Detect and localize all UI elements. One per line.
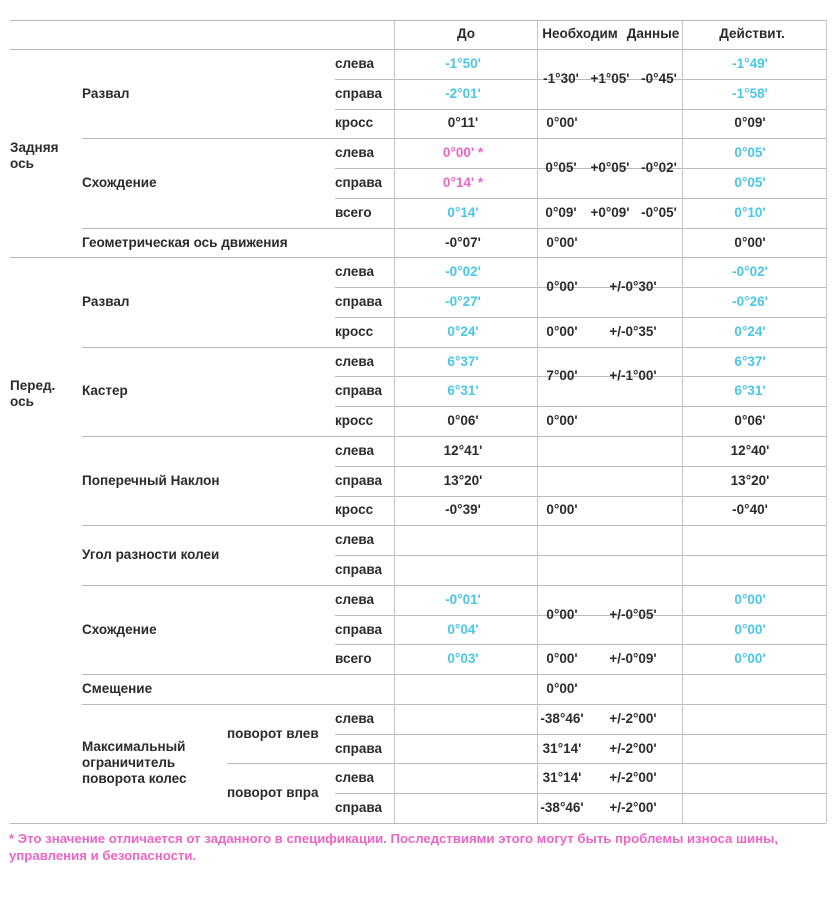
- rule-row: [335, 496, 826, 497]
- spec-nominal: 31°14': [542, 770, 582, 786]
- rule-row: [82, 138, 826, 139]
- row-sub-label: слева: [335, 55, 375, 71]
- row-sub-label: справа: [335, 294, 383, 310]
- spec-tolerance: +1°05': [590, 70, 630, 86]
- spec-tolerance: +/-0°30': [609, 279, 657, 295]
- spec-tolerance: +/-0°35': [609, 323, 657, 339]
- value-actual: -1°49': [732, 55, 768, 71]
- row-sub-label: справа: [335, 383, 383, 399]
- row-sub-label: справа: [335, 174, 383, 190]
- header-required: Необходим: [542, 26, 618, 41]
- group-label: Развал: [82, 85, 130, 101]
- header-actual: Действит.: [719, 26, 785, 41]
- value-actual: 13°20': [730, 472, 770, 488]
- spec-nominal: 31°14': [542, 740, 582, 756]
- footnote: * Это значение отличается от заданного в спецификации. Последствиями этого могут быть проблемы износа шины, управления и безопасности.: [9, 831, 778, 863]
- rule-row: [10, 823, 826, 824]
- rule-row: [227, 763, 826, 764]
- rule-row: [335, 168, 826, 169]
- spec-nominal: 0°00': [546, 651, 578, 667]
- spec-nominal: 7°00': [546, 368, 578, 384]
- spec-nominal: -1°30': [543, 70, 579, 86]
- value-actual: 0°00': [734, 591, 766, 607]
- row-sub-label: справа: [335, 472, 383, 488]
- spec-tolerance: +0°09': [590, 204, 630, 220]
- value-before: 0°03': [447, 651, 479, 667]
- spec-nominal: 0°00': [546, 502, 578, 518]
- value-before: 6°37': [447, 353, 479, 369]
- value-before: -0°01': [445, 591, 481, 607]
- row-sub-label: кросс: [335, 502, 374, 518]
- group-label: Кастер: [82, 383, 128, 399]
- row-sub-label: справа: [335, 740, 383, 756]
- row-sub-label: кросс: [335, 413, 374, 429]
- rule-row: [335, 466, 826, 467]
- header-before: До: [456, 26, 476, 41]
- value-actual: -0°40': [732, 502, 768, 518]
- spec-nominal: 0°00': [546, 323, 578, 339]
- group-label: Схождение: [82, 621, 157, 637]
- rule-row: [335, 317, 826, 318]
- section-label-front: Перед. ось: [10, 378, 56, 409]
- spec-nominal: 0°00': [546, 115, 578, 131]
- group-label: Угол разности колеи: [82, 547, 220, 563]
- value-before: 12°41': [443, 442, 483, 458]
- group-label: Смещение: [82, 681, 153, 697]
- row-sub-label: слева: [335, 264, 375, 280]
- rule-row: [82, 674, 826, 675]
- spec-nominal: 0°00': [546, 413, 578, 429]
- rule-row: [82, 228, 826, 229]
- spec-nominal: 0°00': [546, 279, 578, 295]
- rule-row: [82, 436, 826, 437]
- value-before: -1°50': [445, 55, 481, 71]
- row-sub-label: кросс: [335, 115, 374, 131]
- value-actual: 0°05': [734, 174, 766, 190]
- rule-row: [335, 644, 826, 645]
- row-sub-label: слева: [335, 532, 375, 548]
- value-before: -2°01': [445, 85, 481, 101]
- value-before: 0°11': [447, 115, 479, 131]
- spec-tolerance: +/-2°00': [609, 770, 657, 786]
- spec-nominal: 0°05': [545, 160, 577, 176]
- row-sub-label: справа: [335, 621, 383, 637]
- spec-tolerance: +/-2°00': [609, 710, 657, 726]
- spec-tolerance: +/-2°00': [609, 800, 657, 816]
- subgroup-label: поворот влев: [227, 725, 319, 741]
- row-sub-label: слева: [335, 770, 375, 786]
- group-label: Схождение: [82, 174, 157, 190]
- value-before: -0°39': [445, 502, 481, 518]
- value-before: 0°24': [447, 323, 479, 339]
- row-sub-label: справа: [335, 561, 383, 577]
- rule-row: [10, 49, 826, 50]
- value-before: 13°20': [443, 472, 483, 488]
- value-before: 0°14' *: [442, 174, 484, 190]
- rule-row: [335, 793, 826, 794]
- row-sub-label: кросс: [335, 323, 374, 339]
- spec-nominal: -38°46': [540, 710, 584, 726]
- value-actual: 0°00': [734, 621, 766, 637]
- row-sub-label: слева: [335, 591, 375, 607]
- rule-row: [10, 257, 826, 258]
- row-sub-label: слева: [335, 710, 375, 726]
- rule-row: [335, 287, 826, 288]
- value-before: 6°31': [447, 383, 479, 399]
- value-before: -0°27': [445, 294, 481, 310]
- value-actual: 6°37': [734, 353, 766, 369]
- header-data: Данные: [626, 26, 680, 41]
- group-label: Геометрическая ось движения: [82, 234, 288, 250]
- rule-row: [82, 347, 826, 348]
- row-sub-label: справа: [335, 85, 383, 101]
- value-before: 0°14': [447, 204, 479, 220]
- rule-row: [335, 406, 826, 407]
- row-sub-label: всего: [335, 204, 372, 220]
- col-before-border: [394, 20, 395, 823]
- value-before: 0°06': [447, 413, 479, 429]
- value-before: 0°00' *: [442, 145, 484, 161]
- spec-nominal: 0°00': [546, 681, 578, 697]
- row-sub-label: слева: [335, 442, 375, 458]
- value-actual: 0°09': [734, 115, 766, 131]
- value-actual: 0°00': [734, 651, 766, 667]
- row-sub-label: справа: [335, 800, 383, 816]
- spec-tolerance: +/-0°09': [609, 651, 657, 667]
- row-sub-label: слева: [335, 353, 375, 369]
- group-label: Поперечный Наклон: [82, 472, 220, 488]
- spec-nominal: 0°00': [546, 606, 578, 622]
- spec-nominal: 0°09': [545, 204, 577, 220]
- row-sub-label: слева: [335, 145, 375, 161]
- group-label: Развал: [82, 294, 130, 310]
- value-actual: 0°10': [734, 204, 766, 220]
- rule-row: [335, 615, 826, 616]
- rule-row: [335, 555, 826, 556]
- spec-tolerance: +/-0°05': [609, 606, 657, 622]
- row-sub-label: всего: [335, 651, 372, 667]
- col-right-border: [826, 20, 827, 823]
- spec-tolerance: +/-2°00': [609, 740, 657, 756]
- spec-tolerance: +/-1°00': [609, 368, 657, 384]
- rule-row: [335, 79, 826, 80]
- section-label-rear: Задняя ось: [10, 140, 59, 171]
- rule-row: [82, 585, 826, 586]
- value-actual: 0°06': [734, 413, 766, 429]
- value-actual: 0°24': [734, 323, 766, 339]
- spec-nominal: -38°46': [540, 800, 584, 816]
- value-actual: 12°40': [730, 442, 770, 458]
- rule-row: [335, 198, 826, 199]
- group-label: Максимальный ограничитель поворота колес: [82, 739, 187, 787]
- value-actual: -0°26': [732, 294, 768, 310]
- value-actual: -1°58': [732, 85, 768, 101]
- subgroup-label: поворот впра: [227, 785, 319, 801]
- value-actual: 0°05': [734, 145, 766, 161]
- col-spec-border: [537, 20, 538, 823]
- rule-row: [82, 704, 826, 705]
- rule-row: [335, 376, 826, 377]
- spec-nominal: 0°00': [546, 234, 578, 250]
- col-actual-border: [682, 20, 683, 823]
- rule-top: [10, 20, 826, 21]
- spec-tolerance: -0°02': [641, 160, 677, 176]
- value-actual: 0°00': [734, 234, 766, 250]
- rule-row: [335, 109, 826, 110]
- value-actual: 6°31': [734, 383, 766, 399]
- spec-tolerance: -0°05': [641, 204, 677, 220]
- spec-tolerance: +0°05': [590, 160, 630, 176]
- value-actual: -0°02': [732, 264, 768, 280]
- value-before: -0°07': [445, 234, 481, 250]
- rule-row: [335, 734, 826, 735]
- value-before: 0°04': [447, 621, 479, 637]
- rule-row: [82, 525, 826, 526]
- value-before: -0°02': [445, 264, 481, 280]
- spec-tolerance: -0°45': [641, 70, 677, 86]
